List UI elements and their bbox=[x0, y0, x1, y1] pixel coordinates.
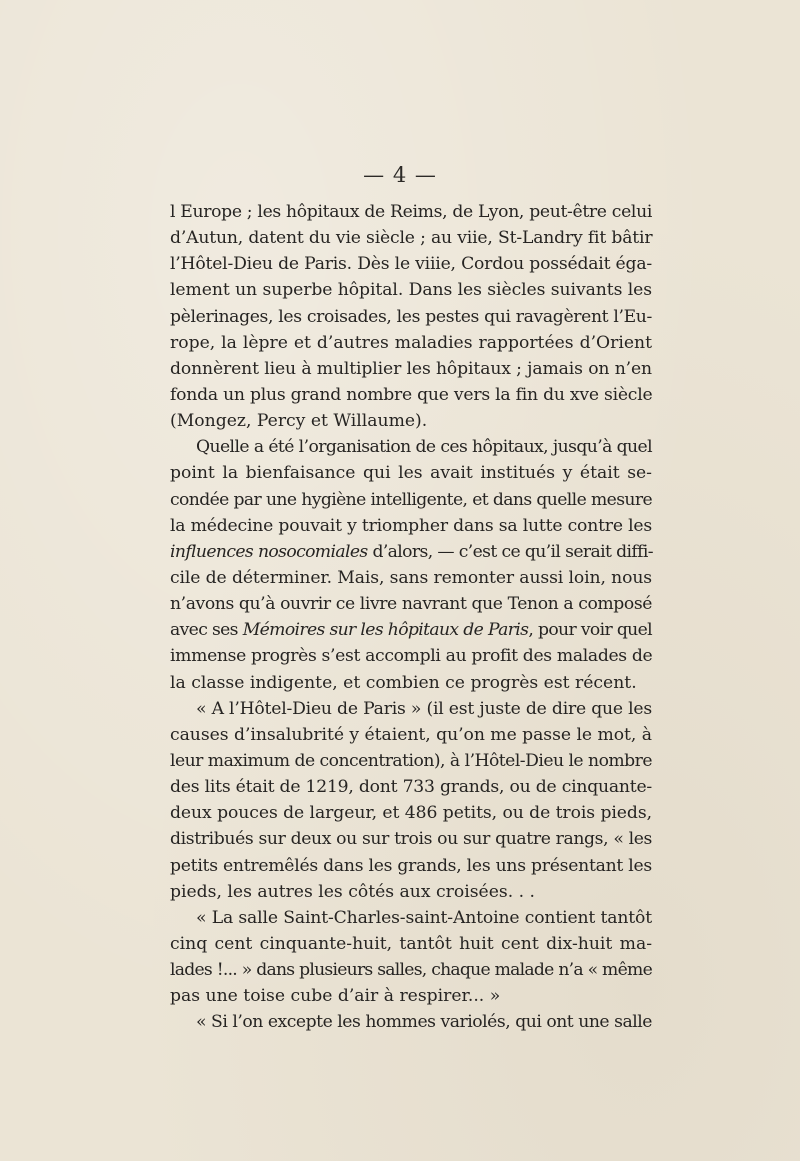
body-text bbox=[170, 199, 652, 1036]
text-line: la médecine pouvait y triompher dans sa lutte contre les bbox=[170, 515, 652, 536]
text-line: Quelle a été l’organisation de ces hôpitaux, jusqu’à quel bbox=[196, 437, 652, 458]
text-line: pas une toise cube d’air à respirer... » bbox=[170, 986, 501, 1007]
text-line: pieds, les autres les côtés aux croisées. . . bbox=[170, 881, 536, 902]
text-fragment: , pour voir quel bbox=[528, 620, 652, 641]
text-line: d’Autun, datent du vie siècle ; au viie, St-Landry fit bâtir bbox=[170, 228, 653, 249]
text-line: l Europe ; les hôpitaux de Reims, de Lyon, peut-être celui bbox=[170, 202, 652, 222]
italic-phrase: influences nosocomiales bbox=[170, 541, 368, 562]
text-line: distribués sur deux ou sur trois ou sur quatre rangs, « les bbox=[170, 829, 652, 850]
text-fragment: d’alors, — c’est ce qu’il serait diffi- bbox=[367, 541, 653, 562]
text-fragment: avec ses bbox=[170, 620, 243, 641]
text-line: pèlerinages, les croisades, les pestes qui ravagèrent l’Eu- bbox=[170, 306, 652, 327]
text-line: causes d’insalubrité y étaient, qu’on me passe le mot, à bbox=[170, 724, 652, 745]
text-line: cinq cent cinquante-huit, tantôt huit cent dix-huit ma- bbox=[170, 933, 652, 954]
text-line bbox=[170, 539, 652, 565]
text-line: cile de déterminer. Mais, sans remonter aussi loin, nous bbox=[170, 567, 652, 588]
text-line: leur maximum de concentration), à l’Hôtel-Dieu le nombre bbox=[170, 750, 652, 771]
text-line: condée par une hygiène intelligente, et dans quelle mesure bbox=[170, 489, 652, 510]
text-line: des lits était de 1219, dont 733 grands, ou de cinquante- bbox=[170, 777, 652, 798]
text-line: lement un superbe hôpital. Dans les siècles suivants les bbox=[170, 280, 652, 301]
text-line: « La salle Saint-Charles-saint-Antoine contient tantôt bbox=[196, 907, 652, 928]
page-number: — 4 — bbox=[363, 163, 437, 187]
text-line: « Si l’on excepte les hommes variolés, qui ont une salle bbox=[196, 1012, 652, 1033]
text-line: la classe indigente, et combien ce progrès est récent. bbox=[170, 672, 637, 693]
text-line: point la bienfaisance qui les avait institués y était se- bbox=[170, 463, 652, 484]
text-line bbox=[170, 617, 652, 643]
text-line: petits entremêlés dans les grands, les uns présentant les bbox=[170, 855, 652, 876]
text-line: n’avons qu’à ouvrir ce livre navrant que Tenon a composé bbox=[170, 594, 652, 615]
text-line: donnèrent lieu à multiplier les hôpitaux ; jamais on n’en bbox=[170, 358, 652, 379]
text-line: lades !... » dans plusieurs salles, chaque malade n’a « même bbox=[170, 960, 652, 981]
text-line: rope, la lèpre et d’autres maladies rapportées d’Orient bbox=[170, 332, 652, 353]
text-line: l’Hôtel-Dieu de Paris. Dès le viiie, Cordou possédait éga- bbox=[170, 254, 652, 275]
text-line: fonda un plus grand nombre que vers la fin du xve siècle bbox=[170, 384, 653, 405]
text-line: « A l’Hôtel-Dieu de Paris » (il est juste de dire que les bbox=[196, 698, 652, 719]
text-line: deux pouces de largeur, et 486 petits, ou de trois pieds, bbox=[170, 803, 652, 824]
italic-title: Mémoires sur les hôpitaux de Paris bbox=[242, 620, 529, 641]
text-line: (Mongez, Percy et Willaume). bbox=[170, 411, 428, 432]
text-line: immense progrès s’est accompli au profit des malades de bbox=[170, 646, 653, 667]
